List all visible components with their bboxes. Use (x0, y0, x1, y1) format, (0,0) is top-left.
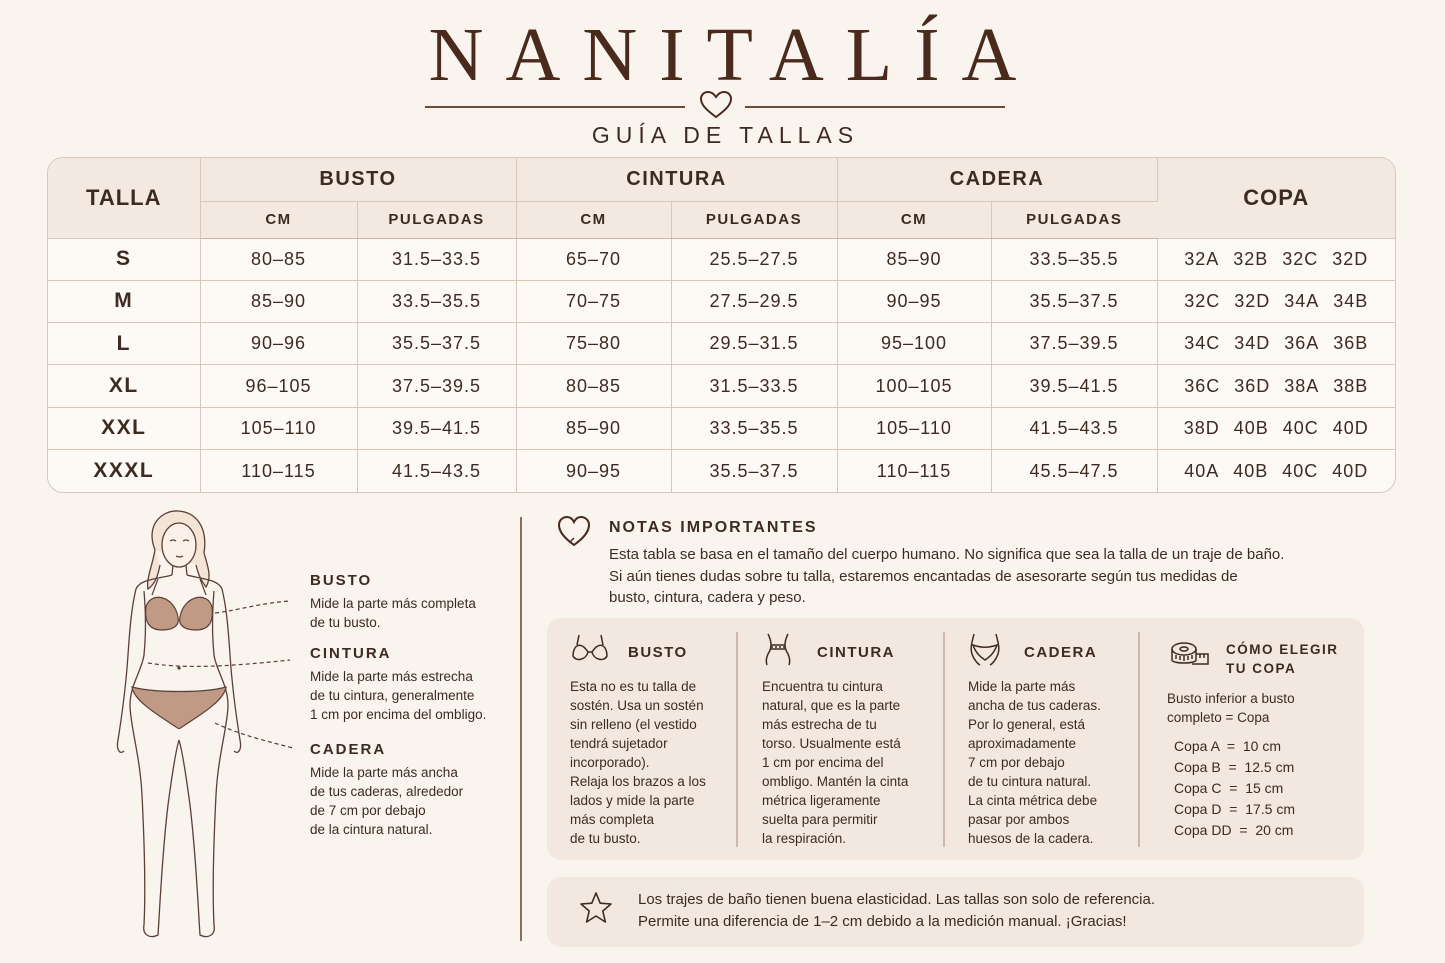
guide-line: Esta no es tu talla de (570, 679, 697, 694)
guide-line: completo = Copa (1167, 710, 1270, 725)
separator-line (1138, 632, 1140, 847)
copa-size: 32B (1233, 248, 1269, 269)
measurement-cell: 33.5–35.5 (991, 238, 1157, 280)
measurement-cell: 37.5–39.5 (991, 323, 1157, 365)
copa-size: 32C (1282, 248, 1319, 269)
copa-cell (1157, 280, 1395, 322)
measurement-cell: 100–105 (837, 365, 991, 407)
copa-size: 36B (1333, 333, 1369, 354)
heart-icon (699, 90, 733, 120)
footer-line: Los trajes de baño tienen buena elasticidad. Las tallas son solo de referencia. (638, 891, 1156, 908)
copa-size: 32D (1234, 290, 1271, 311)
copa-size: 34A (1284, 290, 1320, 311)
callout-cintura-text (310, 667, 510, 724)
guide-line: aproximadamente (968, 736, 1077, 751)
guide-copa-intro (1167, 689, 1352, 727)
copa-size: 34B (1333, 290, 1369, 311)
callout-busto-title: BUSTO (310, 572, 373, 589)
size-chart-table (47, 157, 1396, 493)
subheader-cintura-cm: CM (516, 201, 671, 238)
measurement-cell: 35.5–37.5 (357, 323, 516, 365)
guide-line: natural, que es la parte (762, 698, 901, 713)
measurement-cell: 75–80 (516, 323, 671, 365)
guide-copa-title (1226, 640, 1339, 678)
copa-size: 40C (1282, 460, 1319, 481)
measurement-cell: 85–90 (200, 280, 357, 322)
table-row (48, 238, 1395, 280)
header-copa: COPA (1157, 158, 1395, 238)
header-cintura: CINTURA (516, 158, 837, 201)
guide-line: lados y mide la parte (570, 793, 695, 808)
guide-line: La cinta métrica debe (968, 793, 1098, 808)
vertical-divider (520, 517, 522, 941)
callout-busto-line: Mide la parte más completa (310, 596, 476, 611)
footer-line: Permite una diferencia de 1–2 cm debido a la medición manual. ¡Gracias! (638, 913, 1127, 930)
measurement-cell: 110–115 (200, 450, 357, 492)
guide-line: pasar por ambos (968, 812, 1070, 827)
guide-line: métrica ligeramente (762, 793, 881, 808)
callout-busto (310, 572, 510, 632)
callout-cadera-line: de tus caderas, alrededor (310, 784, 464, 799)
copa-size: 40A (1184, 460, 1220, 481)
guide-line: tendrá sujetador (570, 736, 668, 751)
measurement-cell: 39.5–41.5 (357, 407, 516, 449)
guide-line: suelta para permitir (762, 812, 878, 827)
callout-cintura-line: de tu cintura, generalmente (310, 688, 475, 703)
measurement-cell: 80–85 (516, 365, 671, 407)
measurement-cell: 85–90 (837, 238, 991, 280)
copa-cell (1157, 450, 1395, 492)
guide-line: Relaja los brazos a los (570, 774, 706, 789)
measurement-cell: 37.5–39.5 (357, 365, 516, 407)
copa-size: 36D (1234, 375, 1271, 396)
notes-line: busto, cintura, cadera y peso. (609, 589, 806, 606)
table-row (48, 365, 1395, 407)
measurement-cell: 65–70 (516, 238, 671, 280)
copa-cell (1157, 407, 1395, 449)
guide-copa-list (1174, 736, 1349, 841)
guide-line: Por lo general, está (968, 717, 1086, 732)
brand-title: NANITALÍA (428, 13, 1039, 97)
measurement-cell: 80–85 (200, 238, 357, 280)
copa-cell (1157, 365, 1395, 407)
subheader-busto-pulgadas: PULGADAS (357, 201, 516, 238)
copa-size: 40D (1332, 460, 1369, 481)
table-row (48, 407, 1395, 449)
measurement-cell: 25.5–27.5 (671, 238, 837, 280)
callout-cintura-title: CINTURA (310, 645, 392, 662)
measurement-cell: 35.5–37.5 (671, 450, 837, 492)
measurement-cell: 110–115 (837, 450, 991, 492)
guide-cadera (968, 632, 1133, 847)
copa-size: 32D (1332, 248, 1369, 269)
guide-copa-title-line: TU COPA (1226, 661, 1297, 676)
measurement-cell: 90–95 (837, 280, 991, 322)
guide-copa-title-line: CÓMO ELEGIR (1226, 642, 1339, 657)
star-icon (579, 891, 613, 925)
title-divider (425, 90, 1005, 122)
guide-separator (1138, 632, 1140, 847)
guide-separator (736, 632, 738, 847)
guide-line: ombligo. Mantén la cinta (762, 774, 909, 789)
table-row (48, 450, 1395, 492)
guide-cintura-title: CINTURA (817, 644, 895, 661)
table-row (48, 280, 1395, 322)
copa-size: 40D (1332, 417, 1369, 438)
measurement-cell: 33.5–35.5 (671, 407, 837, 449)
subheader-cintura-pulgadas: PULGADAS (671, 201, 837, 238)
size-cell: XXXL (48, 450, 200, 492)
torso-icon (762, 632, 794, 666)
copa-size: 38B (1333, 375, 1369, 396)
measurement-cell: 39.5–41.5 (991, 365, 1157, 407)
guide-line: más estrecha de tu (762, 717, 877, 732)
guide-copa (1167, 632, 1352, 847)
divider-line-right (745, 106, 1005, 108)
callout-cintura (310, 645, 510, 724)
separator-line (736, 632, 738, 847)
guide-separator (943, 632, 945, 847)
copa-size: 32C (1184, 290, 1221, 311)
guide-cintura (762, 632, 937, 847)
guide-cadera-title: CADERA (1024, 644, 1098, 661)
guide-line: incorporado). (570, 755, 650, 770)
copa-size: 38D (1183, 417, 1220, 438)
callout-cadera-line: de la cintura natural. (310, 822, 433, 837)
guide-line: torso. Usualmente está (762, 736, 901, 751)
header-busto: BUSTO (200, 158, 516, 201)
size-cell: M (48, 280, 200, 322)
callout-cintura-line: Mide la parte más estrecha (310, 669, 473, 684)
divider-line-left (425, 106, 685, 108)
callout-cadera-line: Mide la parte más ancha (310, 765, 458, 780)
subheader-cadera-pulgadas: PULGADAS (991, 201, 1157, 238)
bra-icon (570, 632, 610, 666)
guide-line: de tu cintura natural. (968, 774, 1092, 789)
copa-item: Copa B = 12.5 cm (1174, 759, 1295, 775)
heart-icon (557, 515, 591, 549)
guide-cadera-text (968, 677, 1133, 848)
footer-note (547, 877, 1364, 947)
guide-busto-text (570, 677, 740, 848)
callout-busto-text (310, 594, 510, 632)
guide-line: sostén. Usa un sostén (570, 698, 704, 713)
copa-size: 34C (1184, 333, 1221, 354)
hips-icon (968, 632, 1002, 666)
guide-line: sin relleno (el vestido (570, 717, 697, 732)
measurement-cell: 29.5–31.5 (671, 323, 837, 365)
measurement-cell: 96–105 (200, 365, 357, 407)
page-subtitle: GUÍA DE TALLAS (591, 122, 860, 148)
notes-title: NOTAS IMPORTANTES (609, 519, 818, 536)
callout-cadera-title: CADERA (310, 741, 387, 758)
measurement-cell: 70–75 (516, 280, 671, 322)
size-cell: S (48, 238, 200, 280)
guide-line: 1 cm por encima del (762, 755, 884, 770)
copa-cell (1157, 238, 1395, 280)
guide-line: más completa (570, 812, 655, 827)
size-cell: XL (48, 365, 200, 407)
measurement-cell: 31.5–33.5 (671, 365, 837, 407)
measurement-cell: 31.5–33.5 (357, 238, 516, 280)
guide-line: la respiración. (762, 831, 847, 846)
copa-item: Copa A = 10 cm (1174, 738, 1282, 754)
header-talla: TALLA (48, 158, 200, 238)
measurement-cell: 33.5–35.5 (357, 280, 516, 322)
guide-line: de tu busto. (570, 831, 641, 846)
guide-busto-title: BUSTO (628, 644, 688, 661)
measurement-cell: 105–110 (200, 407, 357, 449)
size-cell: XXL (48, 407, 200, 449)
copa-size: 36A (1284, 333, 1320, 354)
copa-size: 38A (1284, 375, 1320, 396)
copa-size: 36C (1184, 375, 1221, 396)
guide-line: Mide la parte más (968, 679, 1076, 694)
tape-measure-icon (1170, 638, 1210, 672)
measurement-cell: 35.5–37.5 (991, 280, 1157, 322)
header-cadera: CADERA (837, 158, 1157, 201)
copa-item: Copa C = 15 cm (1174, 780, 1284, 796)
subheader-busto-cm: CM (200, 201, 357, 238)
measurement-cell: 27.5–29.5 (671, 280, 837, 322)
guide-cintura-text (762, 677, 937, 848)
measurement-cell: 41.5–43.5 (991, 407, 1157, 449)
callout-cintura-line: 1 cm por encima del ombligo. (310, 707, 487, 722)
measurement-guide-panel (547, 618, 1364, 860)
copa-size: 34D (1234, 333, 1271, 354)
measurement-cell: 85–90 (516, 407, 671, 449)
notes-line: Esta tabla se basa en el tamaño del cuerpo humano. No significa que sea la talla de un traje de baño. (609, 546, 1285, 563)
copa-size: 40B (1233, 460, 1269, 481)
notes-text (609, 544, 1369, 609)
measurement-cell: 90–95 (516, 450, 671, 492)
callout-cadera-text (310, 763, 510, 839)
callout-cadera-line: de 7 cm por debajo (310, 803, 426, 818)
measurement-cell: 90–96 (200, 323, 357, 365)
size-cell: L (48, 323, 200, 365)
guide-line: Busto inferior a busto (1167, 691, 1295, 706)
measurement-cell: 95–100 (837, 323, 991, 365)
measurement-cell: 105–110 (837, 407, 991, 449)
separator-line (943, 632, 945, 847)
guide-line: 7 cm por debajo (968, 755, 1065, 770)
callout-busto-line: de tu busto. (310, 615, 381, 630)
subheader-cadera-cm: CM (837, 201, 991, 238)
callout-cadera (310, 741, 510, 839)
measurement-cell: 45.5–47.5 (991, 450, 1157, 492)
notes-line: Si aún tienes dudas sobre tu talla, estaremos encantadas de asesorarte según tus medidas de (609, 567, 1238, 585)
copa-item: Copa D = 17.5 cm (1174, 801, 1296, 817)
guide-line: Encuentra tu cintura (762, 679, 883, 694)
guide-line: huesos de la cadera. (968, 831, 1094, 846)
copa-size: 40B (1233, 417, 1269, 438)
guide-busto (570, 632, 740, 847)
guide-line: ancha de tus caderas. (968, 698, 1101, 713)
copa-size: 32A (1184, 248, 1220, 269)
table-row (48, 323, 1395, 365)
copa-item: Copa DD = 20 cm (1174, 822, 1294, 838)
footer-text (638, 889, 1155, 933)
measurement-cell: 41.5–43.5 (357, 450, 516, 492)
body-figure-illustration (100, 505, 250, 945)
copa-cell (1157, 323, 1395, 365)
copa-size: 40C (1282, 417, 1319, 438)
